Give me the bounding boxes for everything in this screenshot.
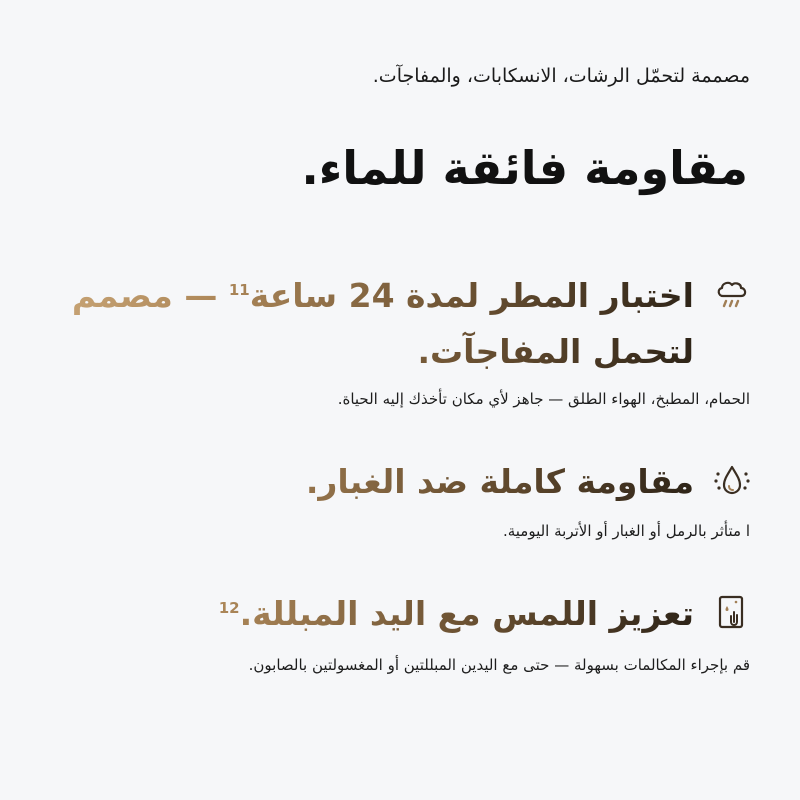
feature-description: قم بإجراء المكالمات بسهولة — حتى مع اليدين المبللتين أو المغسولتين بالصابون. xyxy=(248,656,750,674)
feature-title xyxy=(42,268,694,380)
feature-title xyxy=(42,586,694,642)
tagline: مصممة لتحمّل الرشات، الانسكابات، والمفاجآت. xyxy=(372,65,750,87)
feature-description: ا متأثر بالرمل أو الغبار أو الأتربة اليومية. xyxy=(502,522,750,540)
feature-title-text: تعزيز اللمس مع اليد المبللة. xyxy=(239,594,694,633)
feature-title: مقاومة كاملة ضد الغبار. xyxy=(42,454,694,510)
feature-dust-resistance xyxy=(42,454,752,542)
rain-cloud-icon xyxy=(712,274,752,314)
footnote-marker: 11 xyxy=(228,281,250,299)
footnote-marker: 12 xyxy=(218,599,240,617)
feature-rain-test xyxy=(42,268,752,410)
wet-touch-phone-icon xyxy=(712,592,752,632)
page-title: مقاومة فائقة للماء. xyxy=(301,141,748,195)
feature-title-text: اختبار المطر لمدة 24 ساعة xyxy=(249,276,694,315)
feature-title-rest: — مصمم لتحمل المفاجآت. xyxy=(71,276,694,371)
feature-description: الحمام، المطبخ، الهواء الطلق — جاهز لأي مكان تأخذك إليه الحياة. xyxy=(337,390,750,408)
dust-drop-icon xyxy=(712,460,752,500)
feature-wet-touch xyxy=(42,586,752,676)
